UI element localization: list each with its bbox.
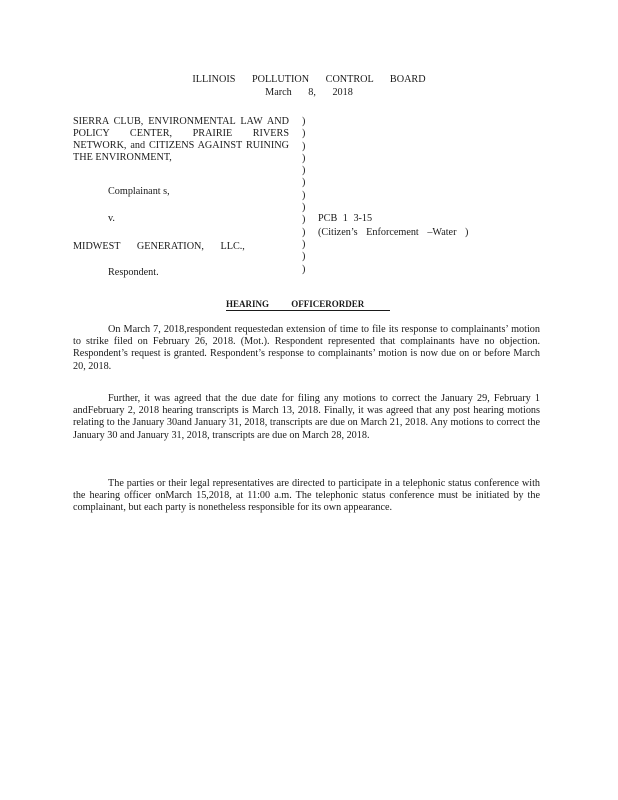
case-number: PCB 1 3-15 bbox=[318, 213, 373, 224]
complainants-label: Complainant s, bbox=[108, 186, 170, 197]
complainants-names: SIERRA CLUB, ENVIRONMENTAL LAW AND POLICY CENTER, PRAIRIE RIVERS NETWORK, and CITIZENS AGAINST RUINING THE ENVIRONMENT, bbox=[73, 116, 289, 163]
paragraph-2: Further, it was agreed that the due date for filing any motions to correct the January 29, February 1 andFebruary 2, 2018 hearing transcripts is March 13, 2018. Finally, it was agreed that any post hearing motions relating to the January 30and January 31, 2018, transcripts are due on March 21, 2018. Any motions to correct the January 30 and January 31, 2018, transcripts are due on March 28, 2018. bbox=[73, 393, 540, 441]
paragraph-1: On March 7, 2018,respondent requestedan extension of time to file its response to complainants’ motion to strike filed on February 26, 2018. (Mot.). Respondent represented that complainants have no objection. Respondent’s request is granted. Respondent’s response to complainants’ motion is now due on or before March 20, 2018. bbox=[73, 324, 540, 372]
paragraph-3: The parties or their legal representatives are directed to participate in a telephonic status conference with the hearing officer onMarch 15,2018, at 11:00 a.m. The telephonic status conference must be initiated by the complainant, but each party is nonetheless responsible for its own appearance. bbox=[73, 478, 540, 514]
respondent-name: MIDWEST GENERATION, LLC., bbox=[73, 241, 245, 252]
order-date: March 8, 2018 bbox=[265, 87, 353, 98]
case-type: (Citizen’s Enforcement –Water ) bbox=[318, 227, 469, 238]
respondent-label: Respondent. bbox=[108, 267, 159, 278]
versus-label: v. bbox=[108, 213, 115, 224]
caption-parentheses: ) ) ) ) ) ) ) ) ) ) ) ) ) bbox=[302, 116, 306, 275]
board-name: ILLINOIS POLLUTION CONTROL BOARD bbox=[192, 74, 426, 85]
order-title: HEARING OFFICERORDER bbox=[226, 299, 390, 311]
